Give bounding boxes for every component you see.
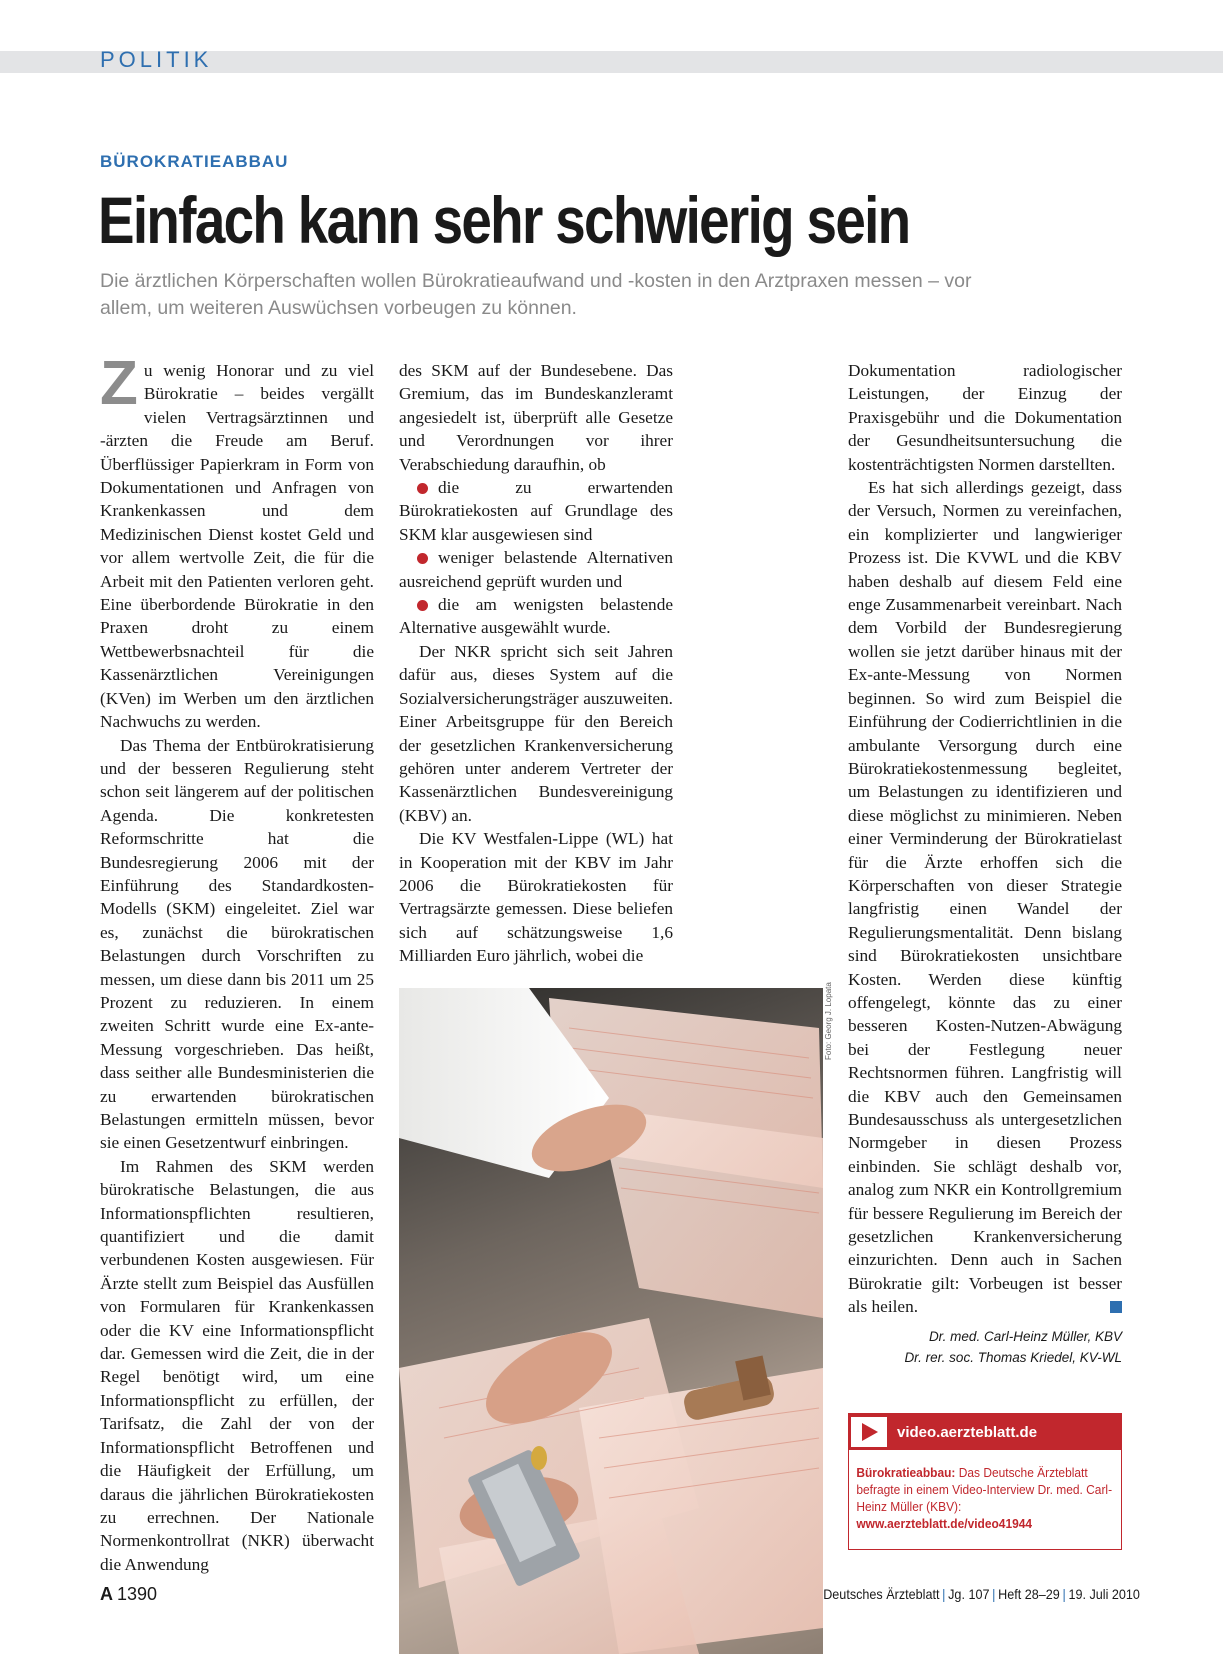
- drop-cap: Z: [100, 349, 138, 418]
- video-box-header: [849, 1414, 1121, 1450]
- page-number: A 1390: [100, 1584, 158, 1604]
- paragraph: Zu wenig Honorar und zu viel Bürokratie – beides vergällt vielen Vertragsärztinnen und -ärzten die Freude am Beruf. Überflüssiger Papierkram in Form von Dokumentationen und Anfragen von Krankenkassen und dem Medizinischen Dienst kostet Geld und vor allem wertvolle Zeit, die für die Arbeit mit den Patienten verloren geht. Eine überbordende Bürokratie in den Praxen droht zu einem Wettbewerbsnachteil für die Kassenärztlichen Vereinigungen (KVen) im Werben um den ärztlichen Nachwuchs zu werden.: [100, 349, 374, 732]
- photo-credit: Foto: Georg J. Lopata: [824, 982, 833, 1060]
- video-teaser-box[interactable]: [848, 1413, 1122, 1550]
- paragraph: Im Rahmen des SKM werden bürokratische Belastungen, die aus Informationspflichten resultieren, quantifiziert und die damit verbundenen Kosten ausgewiesen. Für Ärzte stellt zum Beispiel das Ausfüllen von Formularen für Krankenkassen oder die KV eine Informationspflicht dar. Gemessen wird die Zeit, die in der Regel benötigt wird, um eine Informationspflicht zu erfüllen, der Tarifsatz, die Zahl der von der Informationspflicht Betroffenen und die Häufigkeit der Erfüllung, um daraus die jährlichen Bürokratiekosten zu errechnen. Der Nationale Normenkontrollrat (NKR) überwacht die Anwendung: [100, 1156, 374, 1574]
- article-column-2: [399, 359, 673, 968]
- journal-name: Deutsches Ärzteblatt: [823, 1586, 940, 1602]
- video-box-description: Das Deutsche Ärzteblatt befragte in einem Video-Interview Dr. med. Carl-Heinz Müller (KBV):: [856, 1465, 1113, 1514]
- video-box-text: [849, 1450, 1121, 1532]
- bullet-dot-icon: [417, 600, 428, 611]
- article-column-3: [848, 359, 1122, 1319]
- article-title: Einfach kann sehr schwierig sein: [98, 183, 910, 257]
- journal-issue: Heft 28–29: [998, 1586, 1060, 1602]
- bullet-item: die zu erwartenden Bürokratiekosten auf Grundlage des SKM klar ausgewiesen sind: [399, 478, 673, 544]
- article-lede: Die ärztlichen Körperschaften wollen Bürokratieaufwand und -kosten in den Arztpraxen messen – vor allem, um weiteren Auswüchsen vorbeugen zu können.: [100, 270, 972, 319]
- journal-date: 19. Juli 2010: [1068, 1586, 1140, 1602]
- video-box-title[interactable]: video.aerzteblatt.de: [897, 1423, 1038, 1441]
- bullet-dot-icon: [417, 553, 428, 564]
- paragraph: des SKM auf der Bundesebene. Das Gremium, das im Bundeskanzleramt angesiedelt ist, überprüft alle Gesetze und Verordnungen vor ihrer Verabschiedung daraufhin, ob: [399, 361, 673, 474]
- author-2: Dr. rer. soc. Thomas Kriedel, KV-WL: [904, 1350, 1122, 1365]
- paragraph: Das Thema der Entbürokratisierung und der besseren Regulierung steht schon seit längerem auf der politischen Agenda. Die konkretesten Reformschritte hat die Bundesregierung 2006 mit der Einführung des Standardkosten-Modells (SKM) eingeleitet. Ziel war es, zunächst die bürokratischen Belastungen durch Vorschriften zu messen, um diese dann bis 2011 um 25 Prozent zu reduzieren. In einem zweiten Schritt wurde eine Ex-ante-Messung vorgeschrieben. Das heißt, dass seither alle Bundesministerien die zu erwartenden bürokratischen Belastungen ermitteln müssen, bevor sie einen Gesetzentwurf einbringen.: [100, 735, 374, 1153]
- end-of-article-icon: [1110, 1301, 1122, 1313]
- author-1: Dr. med. Carl-Heinz Müller, KBV: [928, 1329, 1122, 1344]
- play-icon[interactable]: [851, 1417, 887, 1447]
- photo-illustration: [399, 988, 823, 1654]
- video-link[interactable]: www.aerzteblatt.de/video41944: [856, 1516, 1033, 1531]
- bullet-item: die am wenigsten belastende Alternative ausgewählt wurde.: [399, 595, 673, 638]
- section-label: POLITIK: [100, 47, 213, 72]
- bullet-dot-icon: [417, 483, 428, 494]
- paragraph: Dokumentation radiologischer Leistungen, der Einzug der Praxisgebühr und die Dokumentation der Gesundheitsuntersuchung die kostenträchtigsten Normen darstellten.: [848, 361, 1122, 474]
- bullet-item: weniger belastende Alternativen ausreichend geprüft wurden und: [399, 548, 673, 591]
- paragraph: Die KV Westfalen-Lippe (WL) hat in Kooperation mit der KBV im Jahr 2006 die Bürokratiekosten für Vertragsärzte gemessen. Diese beliefen sich auf schätzungsweise 1,6 Milliarden Euro jährlich, wobei die: [399, 829, 673, 966]
- paragraph: Der NKR spricht sich seit Jahren dafür aus, dieses System auf die Sozialversicherungsträger auszuweiten. Einer Arbeitsgruppe für den Bereich der gesetzlichen Krankenversicherung gehören unter anderem Vertreter der Kassenärztlichen Bundesvereinigung (KBV) an.: [399, 641, 673, 825]
- journal-footer: Deutsches Ärzteblatt | Jg. 107 | Heft 28–29 | 19. Juli 2010: [823, 1586, 1140, 1602]
- article-photo: [399, 988, 823, 1654]
- article-column-1: [100, 349, 374, 1576]
- paragraph: Es hat sich allerdings gezeigt, dass der Versuch, Normen zu vereinfachen, ein komplizierter und langwieriger Prozess ist. Die KVWL und die KBV haben deshalb auf diesem Feld eine enge Zusammenarbeit vereinbart. Nach dem Vorbild der Bundesregierung wollen sie jetzt darüber hinaus mit der Ex-ante-Messung von Normen beginnen. So wird zum Beispiel die Einführung der Codierrichtlinien in die ambulante Versorgung durch eine Bürokratiekostenmessung begleitet, um Belastungen zu identifizieren und diese möglichst zu minimieren. Neben einer Verminderung der Bürokratielast für die Ärzte erhoffen sich die Körperschaften von dieser Strategie langfristig einen Wandel der Regulierungsmentalität. Denn bislang sind Bürokratiekosten unsichtbare Kosten. Werden diese künftig offengelegt, könnte das zu einer besseren Kosten-Nutzen-Abwägung bei der Festlegung neuer Rechtsnormen führen. Langfristig will die KBV auch den Gemeinsamen Bundesausschuss als untergesetzlichen Normgeber in diesen Prozess einbinden. Sie schlägt deshalb vor, analog zum NKR ein Kontrollgremium für bessere Regulierung im Bereich der gesetzlichen Krankenversicherung einzurichten. Denn auch in Sachen Bürokratie gilt: Vorbeugen ist besser als heilen.: [848, 478, 1122, 1317]
- journal-volume: Jg. 107: [948, 1586, 990, 1602]
- video-box-lead: Bürokratieabbau:: [856, 1465, 956, 1480]
- article-kicker: BÜROKRATIEABBAU: [100, 152, 289, 171]
